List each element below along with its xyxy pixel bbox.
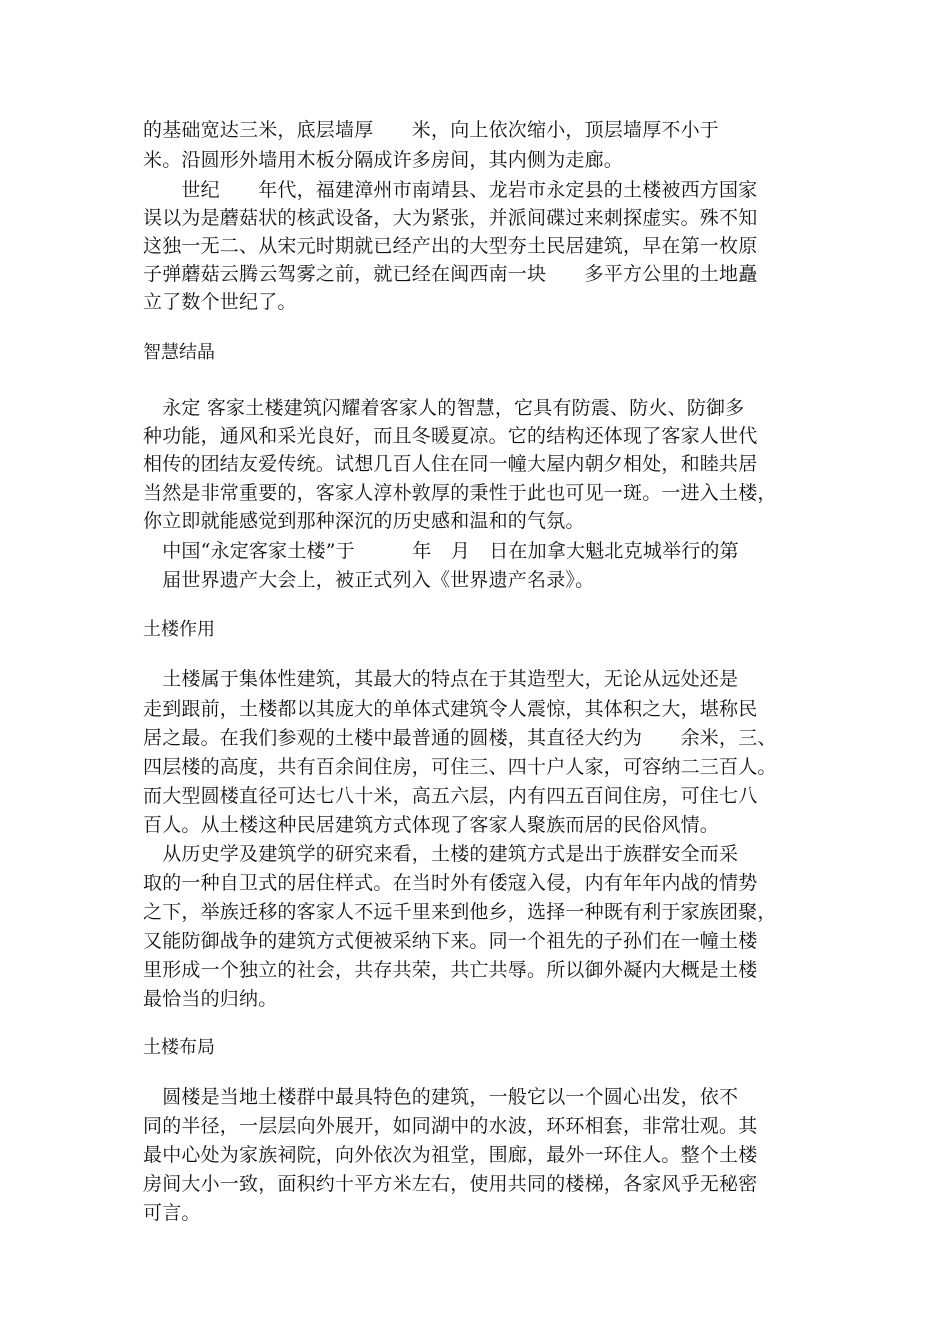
paragraph-6-line-4: 又能防御战争的建筑方式便被采纳下来。同一个祖先的子孙们在一幢土楼	[143, 930, 758, 952]
paragraph-6-line-2: 取的一种自卫式的居住样式。在当时外有倭寇入侵，内有年年内战的情势	[143, 872, 758, 894]
paragraph-1-line-1: 的基础宽达三米，底层墙厚 米，向上依次缩小，顶层墙厚不小于	[143, 119, 720, 141]
paragraph-6-line-5: 里形成一个独立的社会，共存共荣，共亡共辱。所以御外凝内大概是土楼	[143, 959, 758, 981]
paragraph-2-line-5: 立了数个世纪了。	[143, 291, 297, 313]
paragraph-2-line-3: 这独一无二、从宋元时期就已经产出的大型夯土民居建筑，早在第一枚原	[143, 235, 758, 257]
paragraph-3-line-4: 当然是非常重要的，客家人淳朴敦厚的秉性于此也可见一斑。一进入土楼，	[143, 482, 777, 504]
paragraph-2-line-4: 子弹蘑菇云腾云驾雾之前，就已经在闽西南一块 多平方公里的土地矗	[143, 263, 758, 285]
paragraph-7-line-1: 圆楼是当地土楼群中最具特色的建筑，一般它以一个圆心出发，依不	[143, 1086, 739, 1108]
paragraph-5-line-6: 百人。从土楼这种民居建筑方式体现了客家人聚族而居的民俗风情。	[143, 814, 720, 836]
section-heading-layout: 土楼布局	[143, 1037, 215, 1058]
paragraph-7-line-3: 最中心处为家族祠院，向外依次为祖堂，围廊，最外一环住人。整个土楼	[143, 1144, 758, 1166]
paragraph-6-line-6: 最恰当的归纳。	[143, 988, 278, 1010]
paragraph-7-line-5: 可言。	[143, 1202, 201, 1224]
paragraph-5-line-3: 居之最。在我们参观的土楼中最普通的圆楼，其直径大约为 余米，三、	[143, 727, 777, 749]
paragraph-5-line-1: 土楼属于集体性建筑，其最大的特点在于其造型大，无论从远处还是	[143, 668, 739, 690]
paragraph-2-line-2: 误以为是蘑菇状的核武设备，大为紧张，并派间碟过来刺探虚实。殊不知	[143, 207, 758, 229]
paragraph-5-line-4: 四层楼的高度，共有百余间住房，可住三、四十户人家，可容纳二三百人。	[143, 756, 777, 778]
paragraph-1-line-2: 米。沿圆形外墙用木板分隔成许多房间，其内侧为走廊。	[143, 149, 624, 171]
paragraph-3-line-3: 相传的团结友爱传统。试想几百人住在同一幢大屋内朝夕相处，和睦共居	[143, 453, 758, 475]
paragraph-3-line-2: 种功能，通风和采光良好，而且冬暖夏凉。它的结构还体现了客家人世代	[143, 425, 758, 447]
paragraph-7-line-4: 房间大小一致，面积约十平方米左右，使用共同的楼梯，各家风乎无秘密	[143, 1173, 758, 1195]
paragraph-6-line-1: 从历史学及建筑学的研究来看，土楼的建筑方式是出于族群安全而采	[143, 843, 739, 865]
paragraph-4-line-2: 届世界遗产大会上，被正式列入《世界遗产名录》。	[143, 569, 595, 591]
section-heading-function: 土楼作用	[143, 619, 215, 640]
paragraph-2-line-1: 世纪 年代，福建漳州市南靖县、龙岩市永定县的土楼被西方国家	[143, 179, 758, 201]
paragraph-3-line-5: 你立即就能感觉到那种深沉的历史感和温和的气氛。	[143, 510, 585, 532]
section-heading-wisdom: 智慧结晶	[143, 342, 215, 363]
paragraph-3-line-1: 永定 客家土楼建筑闪耀着客家人的智慧，它具有防震、防火、防御多	[143, 397, 745, 419]
paragraph-5-line-2: 走到跟前，土楼都以其庞大的单体式建筑令人震惊，其体积之大，堪称民	[143, 698, 758, 720]
paragraph-4-line-1: 中国“永定客家土楼”于 年 月 日在加拿大魁北克城举行的第	[143, 540, 739, 562]
paragraph-7-line-2: 同的半径，一层层向外展开，如同湖中的水波，环环相套，非常壮观。其	[143, 1115, 758, 1137]
paragraph-6-line-3: 之下，举族迁移的客家人不远千里来到他乡，选择一种既有利于家族团聚，	[143, 901, 777, 923]
paragraph-5-line-5: 而大型圆楼直径可达七八十米，高五六层，内有四五百间住房，可住七八	[143, 785, 758, 807]
